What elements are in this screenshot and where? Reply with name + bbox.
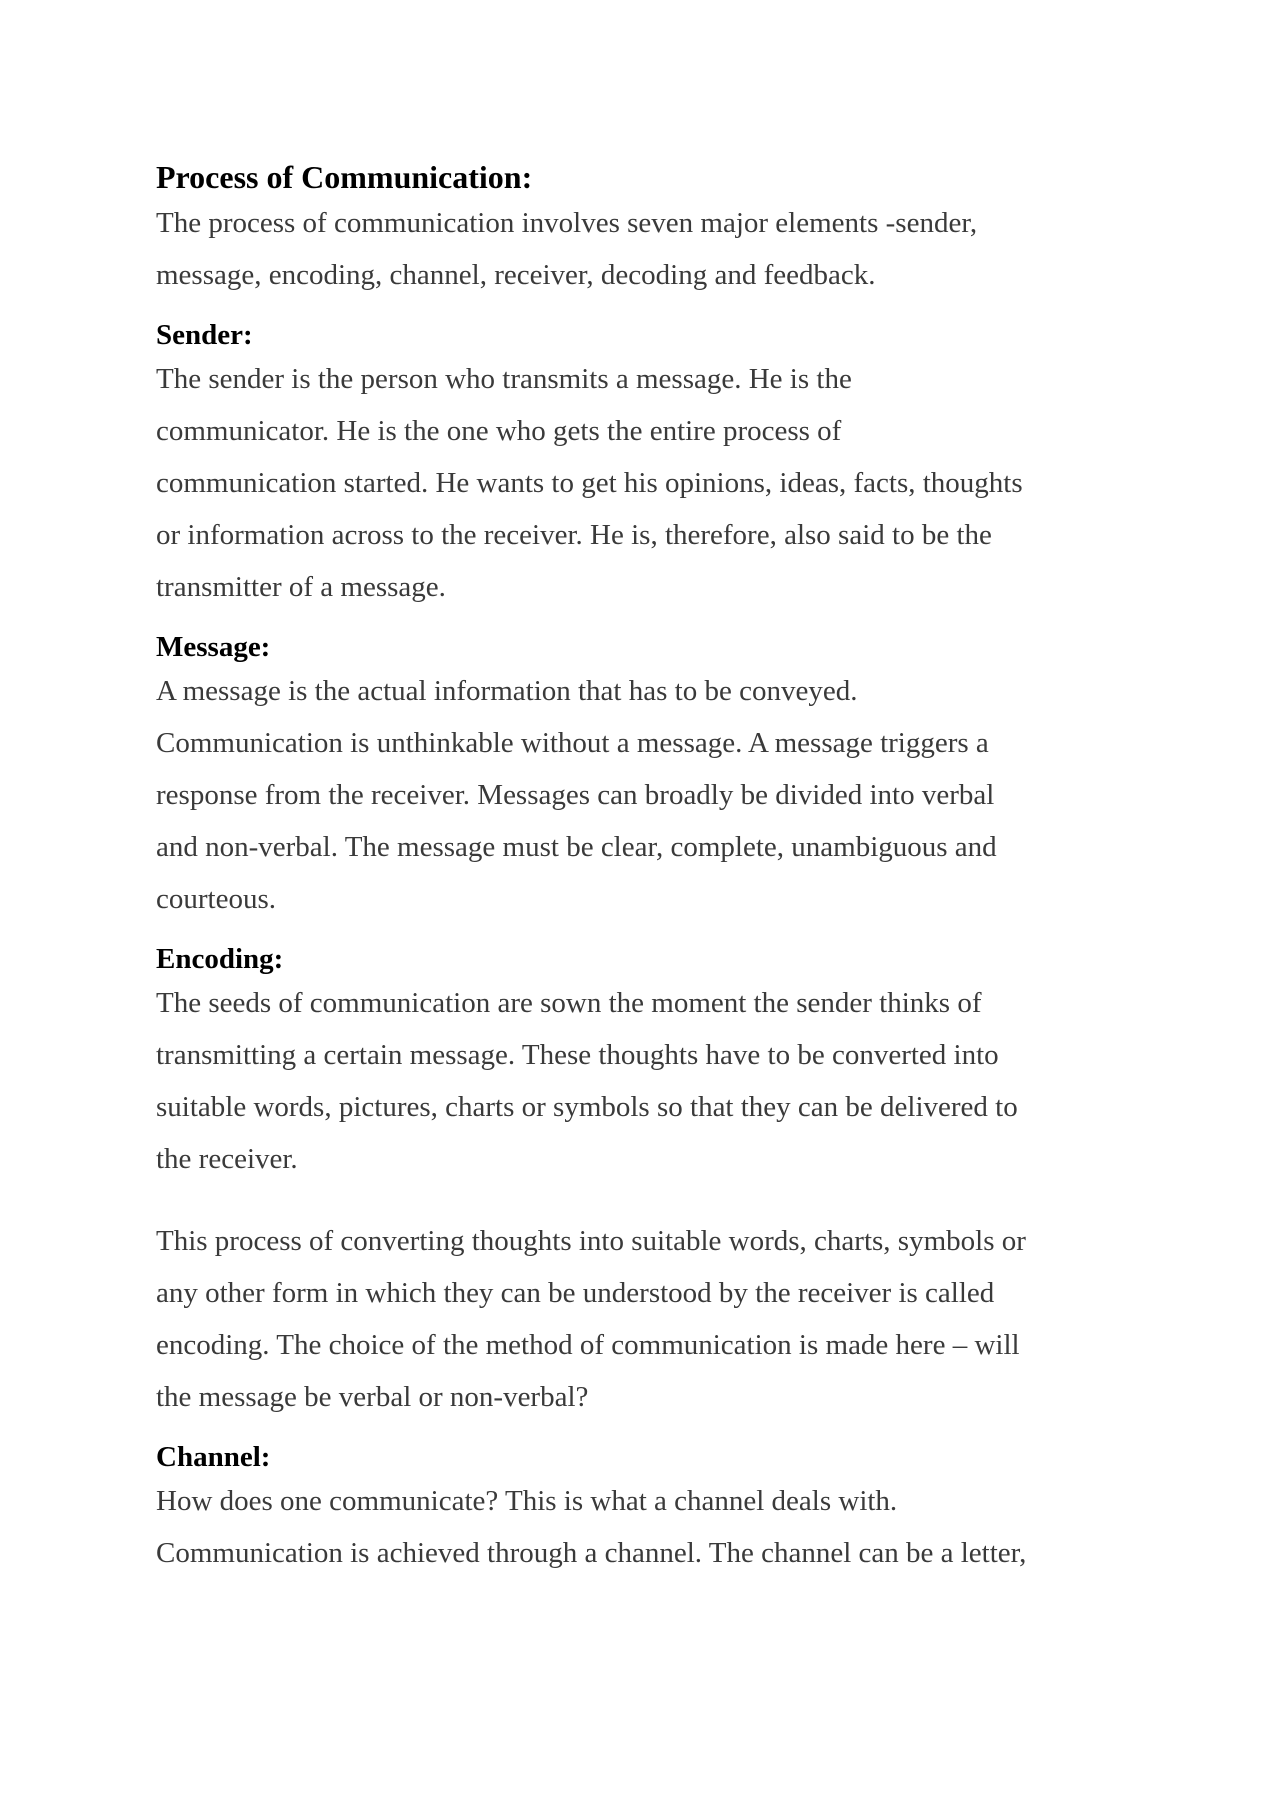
text-line: The seeds of communication are sown the moment the sender thinks of	[156, 987, 982, 1019]
text-line: suitable words, pictures, charts or symbols so that they can be delivered to	[156, 1091, 1018, 1123]
section-heading-sender: Sender:	[156, 319, 253, 351]
document-body	[156, 157, 1136, 1579]
text-line: transmitting a certain message. These thoughts have to be converted into	[156, 1039, 999, 1071]
text-line: encoding. The choice of the method of communication is made here – will	[156, 1329, 1020, 1361]
text-line: transmitter of a message.	[156, 571, 446, 603]
text-line: or information across to the receiver. He is, therefore, also said to be the	[156, 519, 992, 551]
text-line: communication started. He wants to get his opinions, ideas, facts, thoughts	[156, 467, 1023, 499]
page-title: Process of Communication:	[156, 159, 533, 195]
text-line: The sender is the person who transmits a message. He is the	[156, 363, 852, 395]
message-paragraph	[156, 665, 1136, 925]
text-line: the receiver.	[156, 1143, 298, 1175]
text-line: message, encoding, channel, receiver, decoding and feedback.	[156, 259, 876, 291]
text-line: any other form in which they can be understood by the receiver is called	[156, 1277, 995, 1309]
channel-paragraph	[156, 1475, 1136, 1579]
text-line: the message be verbal or non-verbal?	[156, 1381, 589, 1413]
encoding-paragraph-2	[156, 1215, 1136, 1423]
section-heading-channel: Channel:	[156, 1441, 271, 1473]
text-line: and non-verbal. The message must be clear, complete, unambiguous and	[156, 831, 997, 863]
text-line: courteous.	[156, 883, 276, 915]
intro-paragraph	[156, 197, 1136, 301]
text-line: communicator. He is the one who gets the entire process of	[156, 415, 842, 447]
text-line: This process of converting thoughts into suitable words, charts, symbols or	[156, 1225, 1026, 1257]
text-line: Communication is achieved through a channel. The channel can be a letter,	[156, 1537, 1027, 1569]
text-line: How does one communicate? This is what a channel deals with.	[156, 1485, 898, 1517]
sender-paragraph	[156, 353, 1136, 613]
encoding-paragraph	[156, 977, 1136, 1185]
section-heading-message: Message:	[156, 631, 271, 663]
text-line: Communication is unthinkable without a message. A message triggers a	[156, 727, 989, 759]
text-line: The process of communication involves seven major elements -sender,	[156, 207, 978, 239]
text-line: response from the receiver. Messages can broadly be divided into verbal	[156, 779, 995, 811]
text-line: A message is the actual information that has to be conveyed.	[156, 675, 858, 707]
section-heading-encoding: Encoding:	[156, 943, 284, 975]
